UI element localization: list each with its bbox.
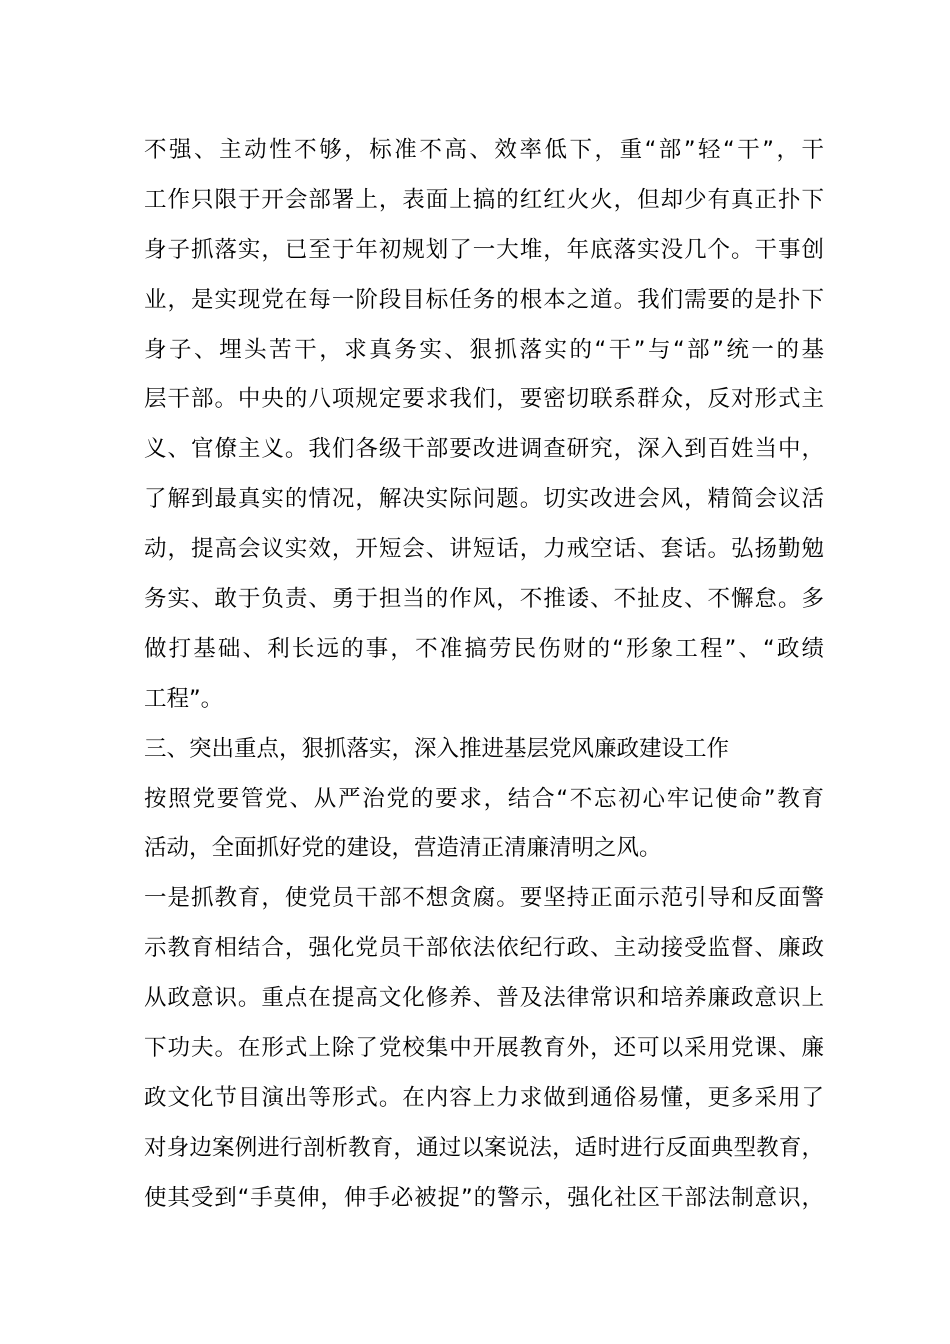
- text-line-21: 对身边案例进行剖析教育，通过以案说法，适时进行反面典型教育，: [144, 1134, 824, 1161]
- text-line-2: 工作只限于开会部署上，表面上搞的红红火火，但却少有真正扑下: [144, 186, 824, 213]
- text-line-6: 层干部。中央的八项规定要求我们，要密切联系群众，反对形式主: [144, 386, 824, 413]
- text-line-5: 身子、埋头苦干，求真务实、狠抓落实的“干”与“部”统一的基: [144, 336, 824, 363]
- text-line-3: 身子抓落实，已至于年初规划了一大堆，年底落实没几个。干事创: [144, 236, 824, 263]
- text-line-9: 动，提高会议实效，开短会、讲短话，力戒空话、套话。弘扬勤勉: [144, 536, 824, 563]
- text-line-8: 了解到最真实的情况，解决实际问题。切实改进会风，精简会议活: [144, 486, 824, 513]
- text-line-17: 示教育相结合，强化党员干部依法依纪行政、主动接受监督、廉政: [144, 935, 824, 962]
- text-line-11: 做打基础、利长远的事，不准搞劳民伤财的“形象工程”、“政绩: [144, 635, 824, 662]
- text-line-15: 活动，全面抓好党的建设，营造清正清廉清明之风。: [144, 835, 662, 862]
- text-line-7: 义、官僚主义。我们各级干部要改进调查研究，深入到百姓当中，: [144, 436, 824, 463]
- text-line-22: 使其受到“手莫伸，伸手必被捉”的警示，强化社区干部法制意识，: [144, 1184, 824, 1211]
- text-line-20: 政文化节目演出等形式。在内容上力求做到通俗易懂，更多采用了: [144, 1084, 824, 1111]
- text-line-19: 下功夫。在形式上除了党校集中开展教育外，还可以采用党课、廉: [144, 1035, 824, 1062]
- body-text: [144, 126, 824, 1224]
- text-line-18: 从政意识。重点在提高文化修养、普及法律常识和培养廉政意识上: [144, 985, 824, 1012]
- text-line-4: 业，是实现党在每一阶段目标任务的根本之道。我们需要的是扑下: [144, 286, 824, 313]
- text-line-14: 按照党要管党、从严治党的要求，结合“不忘初心牢记使命”教育: [144, 785, 824, 812]
- text-line-1: 不强、主动性不够，标准不高、效率低下，重“部”轻“干”，干: [144, 137, 824, 163]
- section-heading: 三、突出重点，狠抓落实，深入推进基层党风廉政建设工作: [144, 735, 730, 762]
- text-line-16: 一是抓教育，使党员干部不想贪腐。要坚持正面示范引导和反面警: [144, 885, 824, 912]
- text-line-10: 务实、敢于负责、勇于担当的作风，不推诿、不扯皮、不懈怠。多: [144, 586, 824, 613]
- text-line-12: 工程”。: [144, 685, 224, 712]
